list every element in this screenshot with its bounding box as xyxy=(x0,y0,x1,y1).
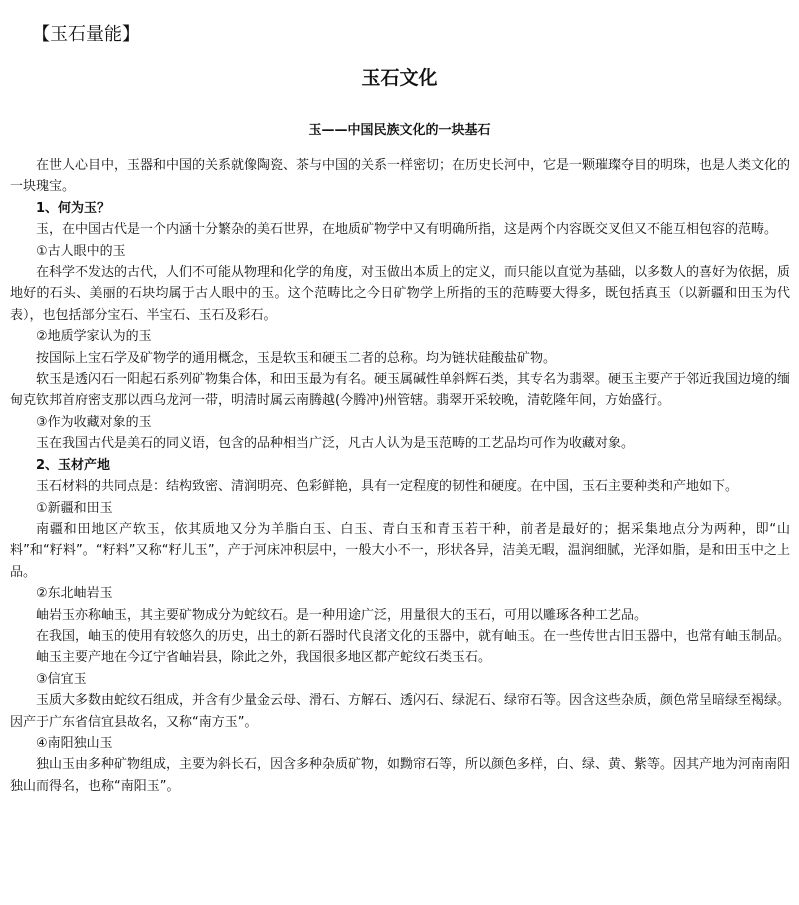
section-heading: 2、玉材产地 xyxy=(36,457,111,473)
subsection-heading: ③信宜玉 xyxy=(36,671,87,687)
subsection-heading: ④南阳独山玉 xyxy=(36,735,113,751)
paragraph: 岫玉主要产地在今辽宁省岫岩县，除此之外，我国很多地区都产蛇纹石类玉石。 xyxy=(36,650,492,666)
paragraph: 在我国，岫玉的使用有较悠久的历史，出土的新石器时代良渚文化的玉器中，就有岫玉。在一些传世古旧玉器中，也常有岫玉制品。 xyxy=(36,628,791,644)
section-tag: 【玉石量能】 xyxy=(32,24,140,45)
paragraph: 玉，在中国古代是一个内涵十分繁杂的美石世界，在地质矿物学中又有明确所指，这是两个内容既交叉但又不能互相包容的范畴。 xyxy=(36,222,778,238)
paragraph: 玉在我国古代是美石的同义语，包含的品种相当广泛，凡古人认为是玉范畴的工艺品均可作为收藏对象。 xyxy=(36,436,635,452)
paragraph: 玉石材料的共同点是：结构致密、清润明亮、色彩鲜艳，具有一定程度的韧性和硬度。在中国，玉石主要种类和产地如下。 xyxy=(36,479,739,495)
subsection-heading: ①古人眼中的玉 xyxy=(36,243,126,259)
paragraph: 独山玉由多种矿物组成，主要为斜长石，因含多种杂质矿物，如黝帘石等，所以颜色多样，白、绿、黄、紫等。因其产地为河南南阳独山而得名，也称“南阳玉”。 xyxy=(10,757,791,794)
paragraph: 玉质大多数由蛇纹石组成，并含有少量金云母、滑石、方解石、透闪石、绿泥石、绿帘石等。因含这些杂质，颜色常呈暗绿至褐绿。因产于广东省信宜县故名，又称“南方玉”。 xyxy=(10,693,791,730)
article-body xyxy=(10,155,790,797)
paragraph: 软玉是透闪石一阳起石系列矿物集合体，和田玉最为有名。硬玉属碱性单斜辉石类，其专名为翡翠。硬玉主要产于邻近我国边境的缅甸克钦邦首府密支那以西乌龙河一带，明清时属云南腾越(今腾冲)州管辖。翡翠开采较晚，清乾隆年间，方始盛行。 xyxy=(10,372,791,409)
subsection-heading: ②东北岫岩玉 xyxy=(36,586,113,602)
article-subtitle: 玉——中国民族文化的一块基石 xyxy=(308,123,491,138)
paragraph: 岫岩玉亦称岫玉，其主要矿物成分为蛇纹石。是一种用途广泛，用量很大的玉石，可用以雕琢各种工艺品。 xyxy=(36,607,648,623)
paragraph: 在科学不发达的古代，人们不可能从物理和化学的角度，对玉做出本质上的定义，而只能以直觉为基础，以多数人的喜好为依据，质地好的石头、美丽的石块均属于古人眼中的玉。这个范畴比之今日矿物学上所指的玉的范畴要大得多，既包括真玉（以新疆和田玉为代表），也包括部分宝石、半宝石、玉石及彩石。 xyxy=(10,265,791,323)
article-title: 玉石文化 xyxy=(361,67,438,89)
paragraph: 南疆和田地区产软玉，依其质地又分为羊脂白玉、白玉、青白玉和青玉若干种，前者是最好的；据采集地点分为两种，即“山料”和“籽料”。“籽料”又称“籽儿玉”，产于河床冲积层中，一般大小不一，形状各异，洁美无暇，温润细腻，光泽如脂，是和田玉中之上品。 xyxy=(10,521,790,580)
section-heading: 1、何为玉？ xyxy=(36,200,111,216)
paragraph: 按国际上宝石学及矿物学的通用概念，玉是软玉和硬玉二者的总称。均为链状硅酸盐矿物。 xyxy=(36,350,557,366)
subsection-heading: ②地质学家认为的玉 xyxy=(36,329,152,345)
subsection-heading: ①新疆和田玉 xyxy=(36,500,113,516)
subsection-heading: ③作为收藏对象的玉 xyxy=(36,414,152,430)
paragraph: 在世人心目中，玉器和中国的关系就像陶瓷、茶与中国的关系一样密切；在历史长河中，它是一颗璀璨夺目的明珠，也是人类文化的一块瑰宝。 xyxy=(10,158,791,195)
